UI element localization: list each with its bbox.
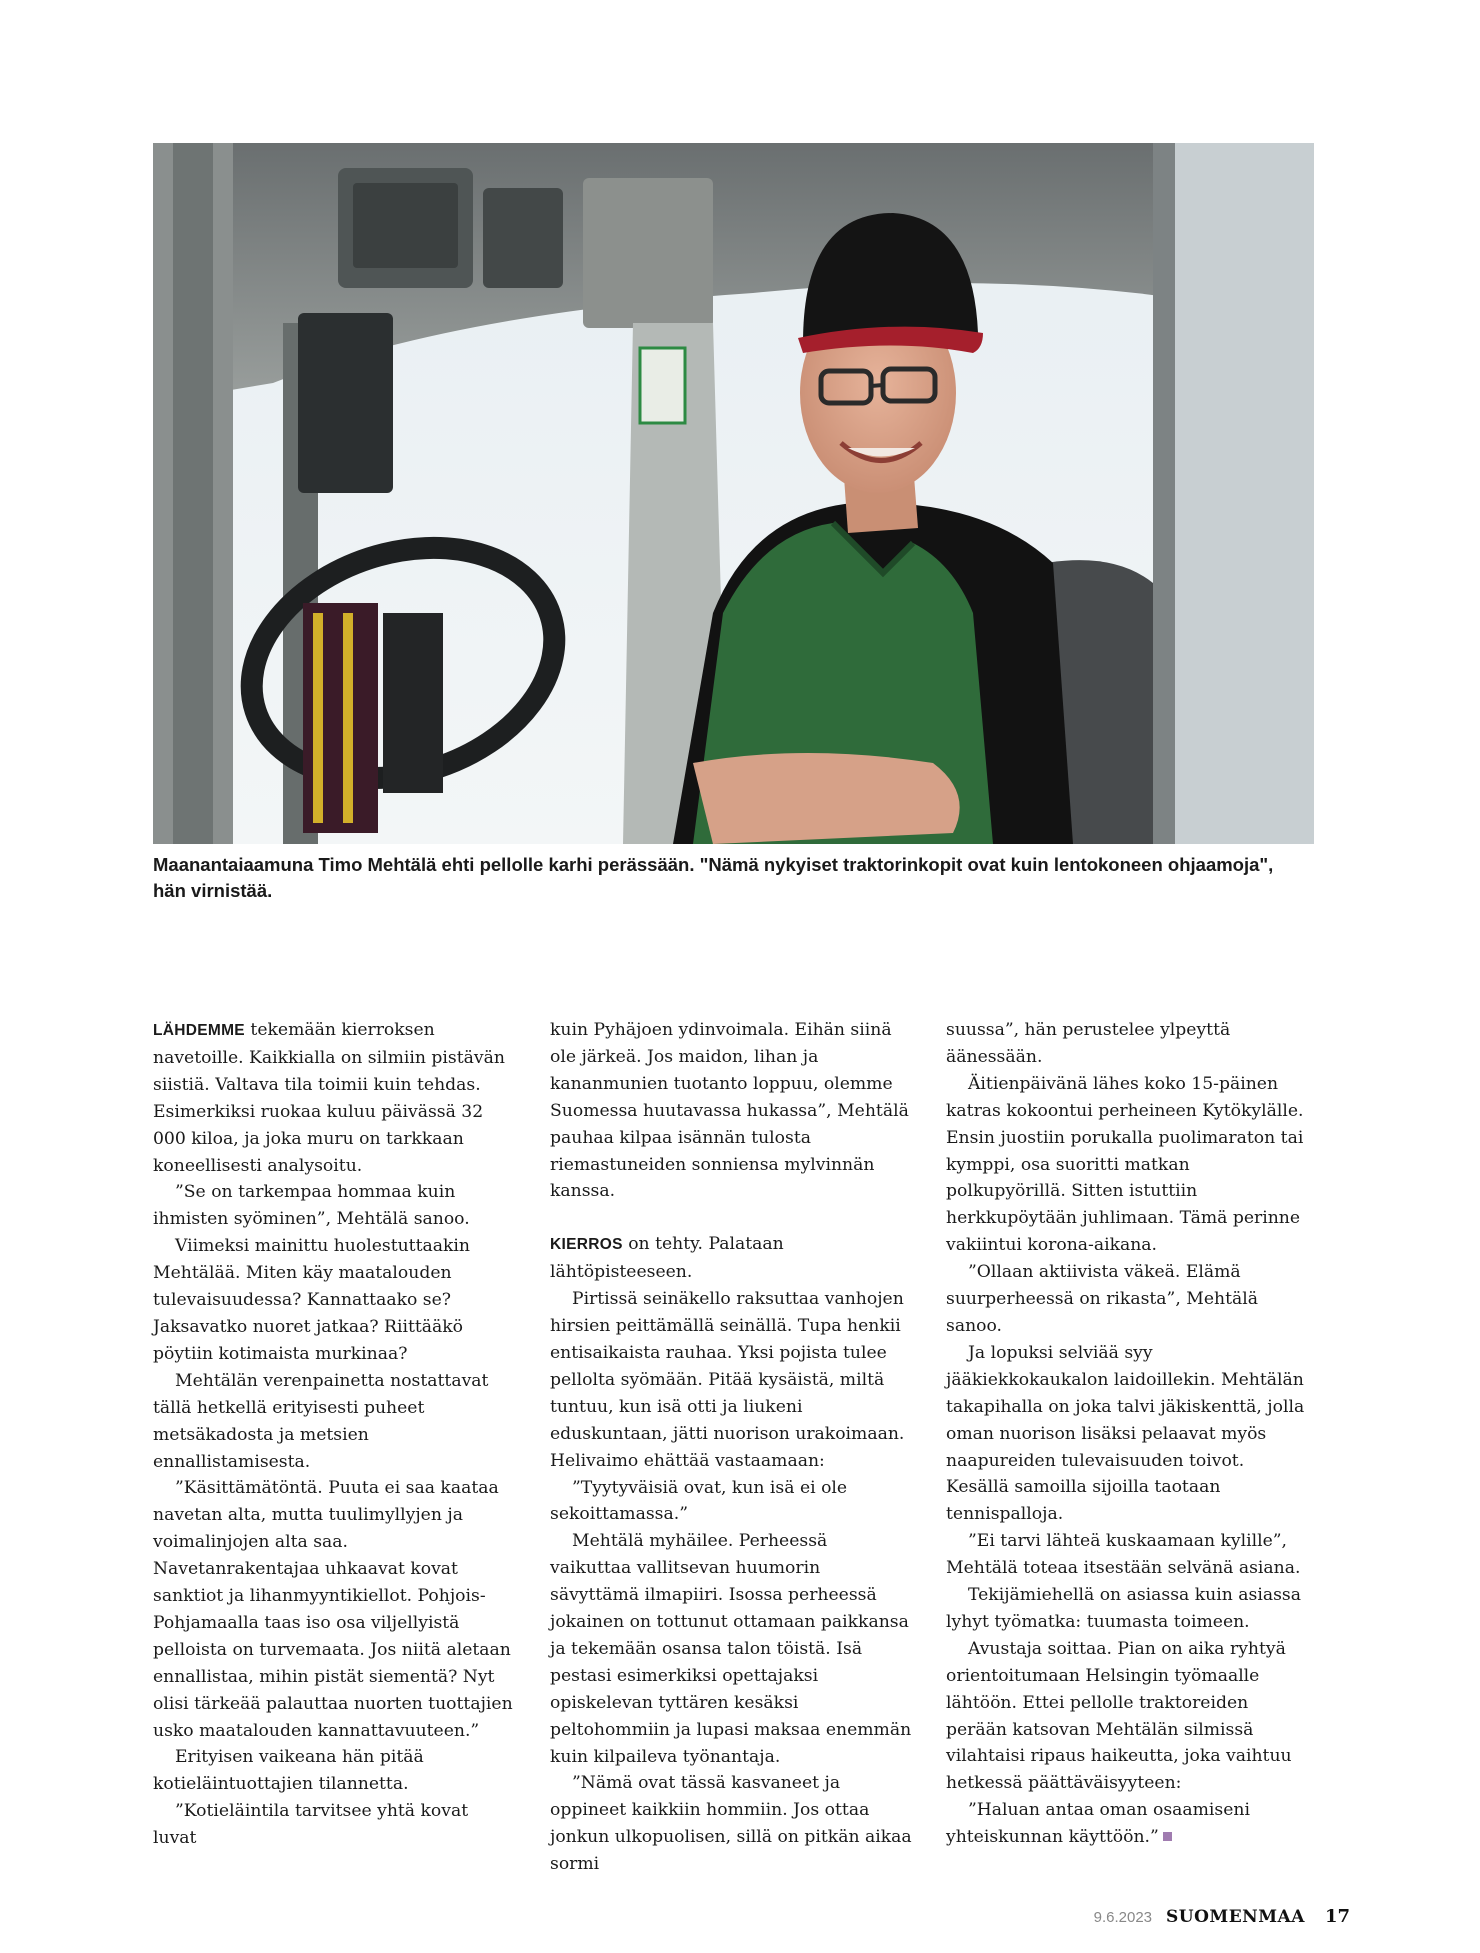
page-number: 17: [1324, 1906, 1350, 1927]
paragraph: ”Käsittämätöntä. Puuta ei saa kaataa navetan alta, mutta tuulimyllyjen ja voimalinjojen alta saa. Navetanrakentajaa uhkaavat kovat sanktiot ja lihanmyyntikiellot. Pohjois-Pohjamaalla taas iso osa viljellyistä pelloista on turvemaata. Jos niitä aletaan ennallistaa, mihin pistät siementä? Nyt olisi tärkeää palauttaa nuorten tuottajien usko maatalouden kannattavuuteen.”: [153, 1478, 513, 1741]
page-footer: [1094, 1906, 1350, 1927]
tractor-cab-photo: [153, 143, 1314, 844]
paragraph: ”Tyytyväisiä ovat, kun isä ei ole sekoittamassa.”: [550, 1477, 848, 1525]
paragraph: [550, 1231, 912, 1286]
paragraph: ”Ei tarvi lähteä kuskaamaan kylille”, Mehtälä toteaa itsestään selvänä asiana.: [946, 1531, 1301, 1579]
caption-line-2: hän virnistää.: [153, 880, 273, 901]
paragraph: suussa”, hän perustelee ylpeyttä äänessään.: [946, 1020, 1231, 1067]
paragraph: [946, 1797, 1308, 1851]
paragraph-text: tekemään kierroksen navetoille. Kaikkialla on silmiin pistävän siistiä. Valtava tila toimii kuin tehdas. Esimerkiksi ruokaa kuluu päivässä 32 000 kiloa, ja joka muru on tarkkaan koneellisesti analysoitu.: [153, 1020, 505, 1176]
article-column-1: [153, 1017, 515, 1852]
article-column-2: [550, 1017, 912, 1878]
paragraph-text: ”Haluan antaa oman osaamiseni yhteiskunnan käyttöön.”: [946, 1800, 1250, 1848]
lead-word: LÄHDEMME: [153, 1022, 245, 1039]
article-column-3: [946, 1017, 1308, 1851]
paragraph: Pirtissä seinäkello raksuttaa vanhojen hirsien peittämällä seinällä. Tupa henkii entisaikaista rauhaa. Yksi pojista tulee pellolta syömään. Pitää kysäistä, miltä tuntuu, kun isä otti ja liukeni eduskuntaan, jätti nuorison urakoimaan. Helivaimo ehättää vastaamaan:: [550, 1289, 905, 1471]
issue-date: 9.6.2023: [1093, 1909, 1152, 1926]
magazine-name: SUOMENMAA: [1166, 1907, 1305, 1927]
lead-word: KIERROS: [550, 1236, 623, 1254]
paragraph: ”Kotieläintila tarvitsee yhtä kovat luvat: [153, 1801, 469, 1849]
paragraph: ”Se on tarkempaa hommaa kuin ihmisten syöminen”, Mehtälä sanoo.: [153, 1182, 470, 1230]
paragraph: Mehtälän verenpainetta nostattavat tällä hetkellä erityisesti puheet metsäkadosta ja metsien ennallistamisesta.: [153, 1370, 489, 1472]
paragraph-text: on tehty. Palataan lähtöpisteeseen.: [550, 1234, 784, 1283]
photo-caption: [153, 852, 1323, 904]
paragraph: ”Ollaan aktiivista väkeä. Elämä suurperheessä on rikasta”, Mehtälä sanoo.: [946, 1262, 1259, 1336]
paragraph: kuin Pyhäjoen ydinvoimala. Eihän siinä ole järkeä. Jos maidon, lihan ja kananmunien tuotanto loppuu, olemme Suomessa huutavassa hukassa”, Mehtälä pauhaa kilpaa isännän tulosta riemastuneiden sonniensa mylvinnän kanssa.: [550, 1020, 909, 1202]
paragraph: Avustaja soittaa. Pian on aika ryhtyä orientoitumaan Helsingin työmaalle lähtöön. Ettei pellolle traktoreiden perään katsovan Mehtälän silmissä vilahtaisi ripaus haikeutta, joka vaihtuu hetkessä päättäväisyyteen:: [946, 1638, 1292, 1794]
end-mark-icon: [1163, 1832, 1172, 1841]
paragraph: Äitienpäivänä lähes koko 15-päinen katras kokoontui perheineen Kytökylälle. Ensin juostiin porukalla puolimaraton tai kymppi, osa suoritti matkan polkupyörillä. Sitten istuttiin herkkupöytään juhlimaan. Tämä perinne vakiintui korona-aikana.: [946, 1073, 1304, 1256]
paragraph: Ja lopuksi selviää syy jääkiekkokaukalon laidoillekin. Mehtälän takapihalla on joka talvi jäkiskenttä, jolla oman nuorison lisäksi pelaavat myös naapureiden tulevaisuuden toivot. Kesällä samoilla sijoilla taotaan tennispalloja.: [946, 1342, 1305, 1525]
paragraph: ”Nämä ovat tässä kasvaneet ja oppineet kaikkiin hommiin. Jos ottaa jonkun ulkopuolisen, sillä on pitkän aikaa sormi: [550, 1773, 912, 1875]
paragraph: Erityisen vaikeana hän pitää kotieläintuottajien tilannetta.: [153, 1747, 424, 1795]
paragraph: Tekijämiehellä on asiassa kuin asiassa lyhyt työmatka: tuumasta toimeen.: [946, 1585, 1301, 1632]
paragraph: Mehtälä myhäilee. Perheessä vaikuttaa vallitsevan huumorin sävyttämä ilmapiiri. Isossa perheessä jokainen on tottunut ottamaan paikkansa ja tekemään osansa talon töistä. Isä pestasi esimerkiksi opettajaksi opiskelevan tyttären kesäksi peltohommiin ja lupasi maksaa enemmän kuin kilpaileva työnantaja.: [550, 1531, 912, 1767]
paragraph: Viimeksi mainittu huolestuttaakin Mehtälää. Miten käy maatalouden tulevaisuudessa? Kannattaako se? Jaksavatko nuoret jatkaa? Riittääkö pöytiin kotimaista murkinaa?: [153, 1236, 470, 1364]
caption-line-1: Maanantaiaamuna Timo Mehtälä ehti pellolle karhi perässään. "Nämä nykyiset traktorinkopit ovat kuin lentokoneen ohjaamoja",: [153, 854, 1274, 875]
paragraph: [153, 1017, 515, 1179]
